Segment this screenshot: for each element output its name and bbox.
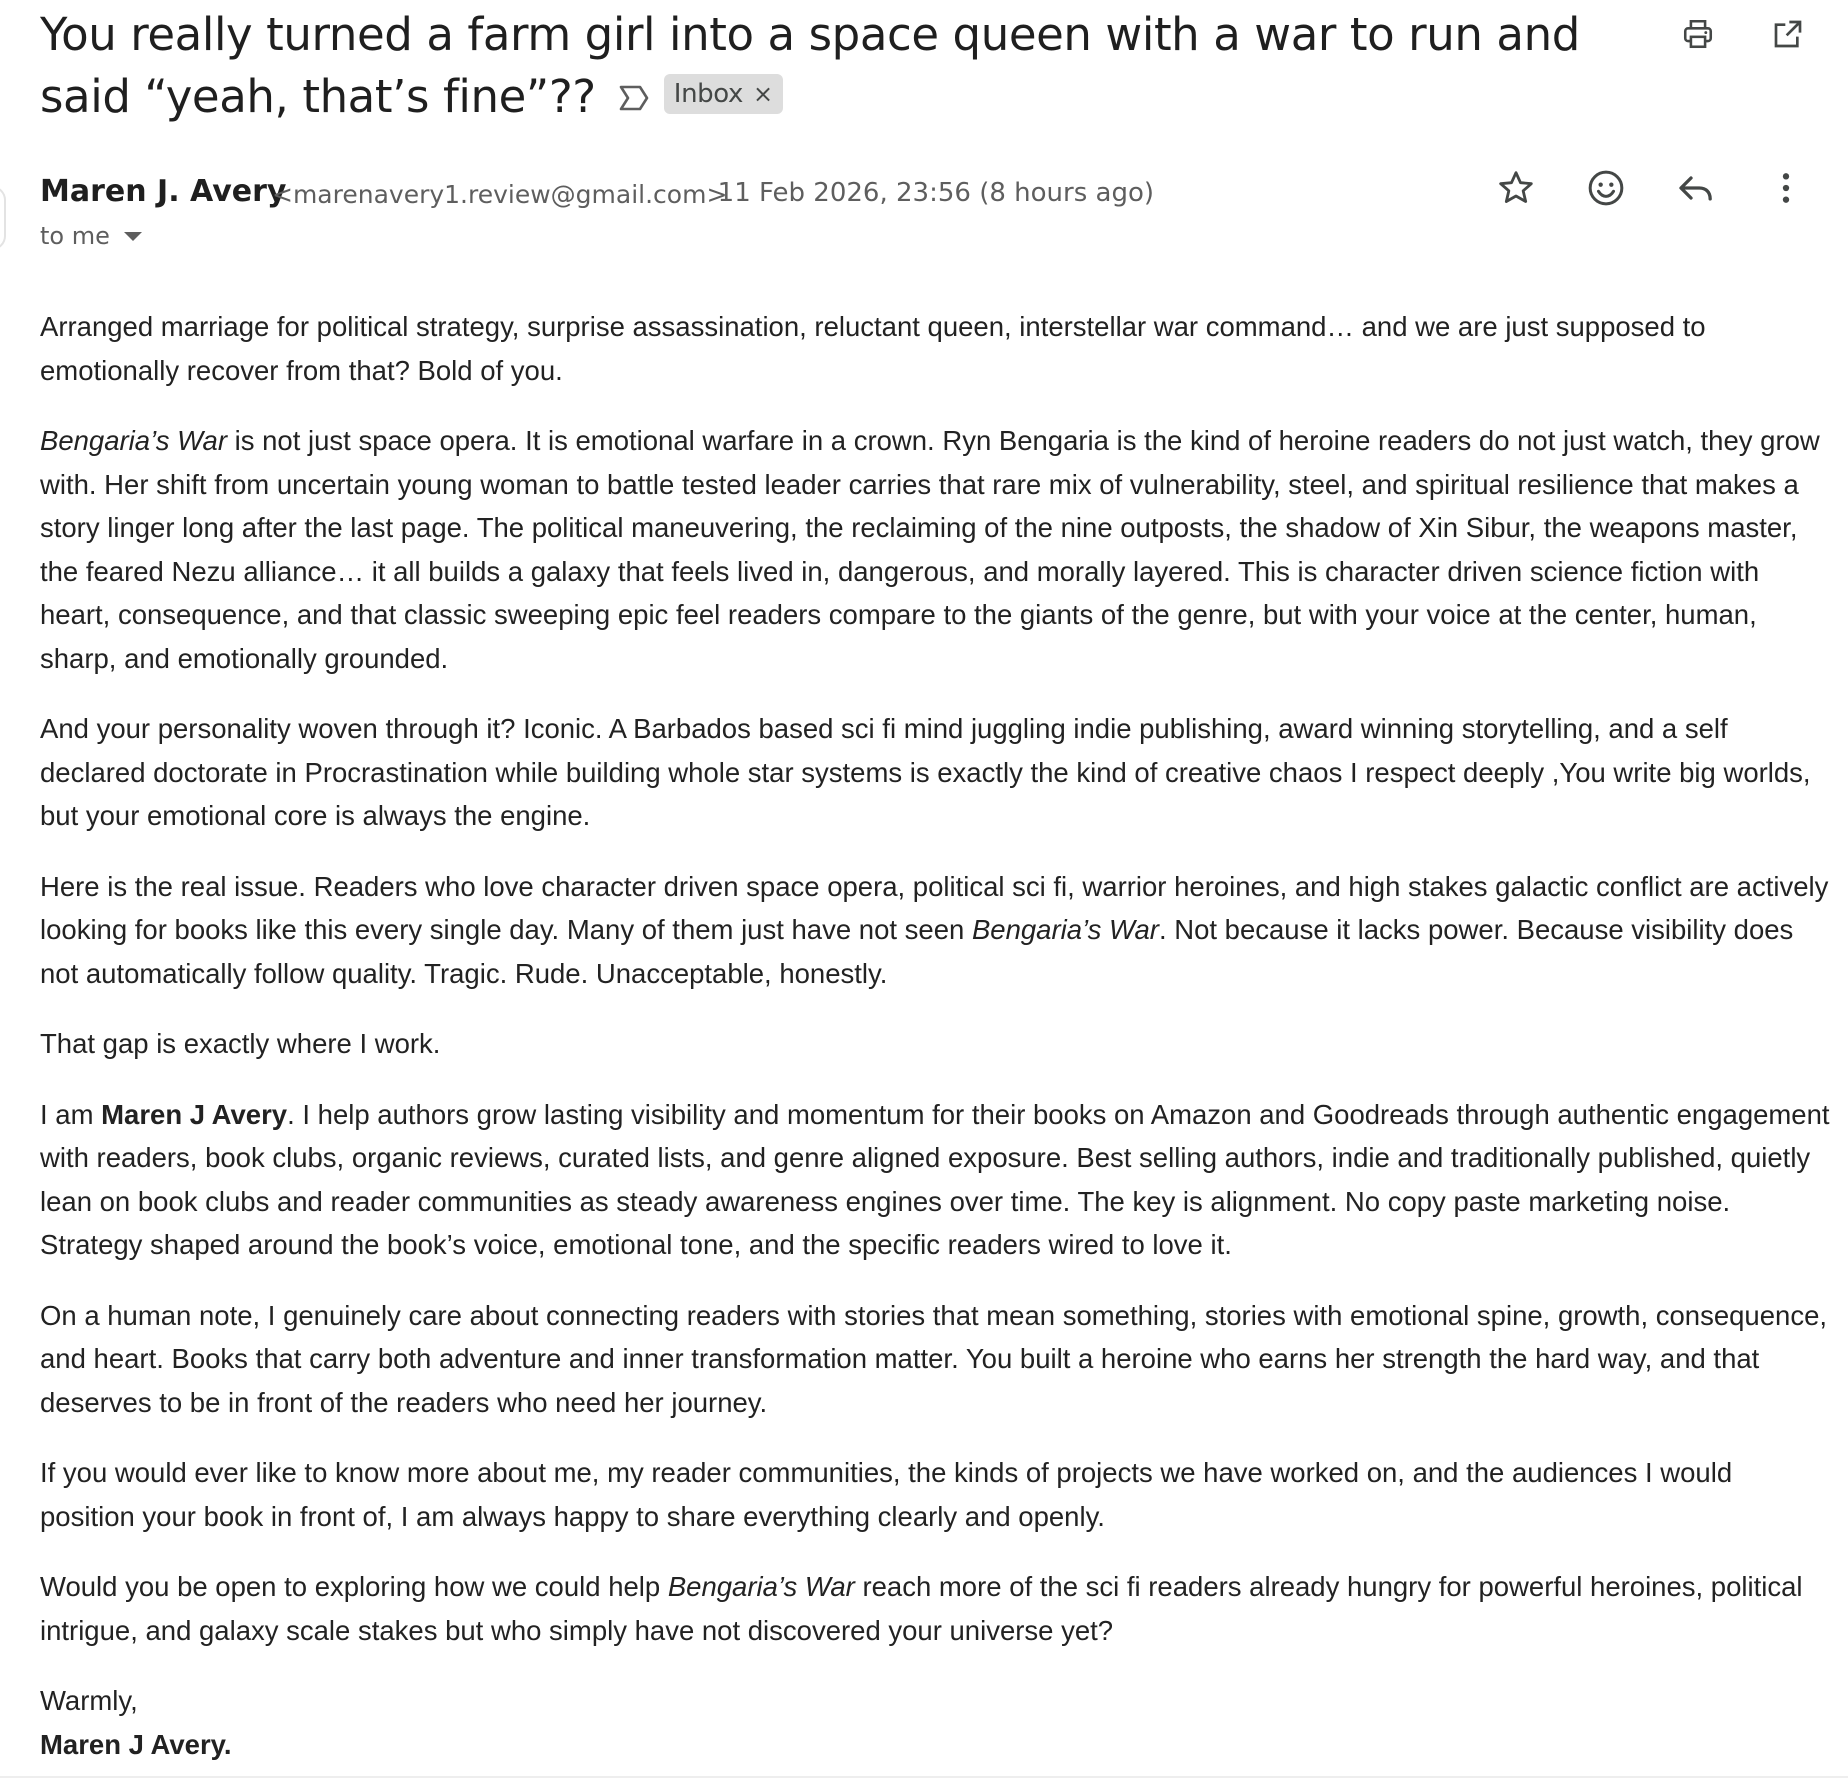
more-options-icon[interactable]: [1762, 164, 1810, 212]
body-paragraph: Bengaria’s War is not just space opera. It is emotional warfare in a crown. Ryn Bengaria is the kind of heroine readers do not just watch, they grow with. Her shift from uncertain young woman to battle tested leader carries that rare mix of vulnerability, steel, and spiritual resilience that makes a story linger long after the last page. The political maneuvering, the reclaiming of the nine outposts, the shadow of Xin Sibur, the weapons master, the feared Nezu alliance… it all builds a galaxy that feels lived in, dangerous, and morally layered. This is character driven science fiction with heart, consequence, and that classic sweeping epic feel readers compare to the giants of the genre, but with your voice at the center, human, sharp, and emotionally grounded.: [40, 425, 1820, 674]
reply-icon[interactable]: [1672, 164, 1720, 212]
subject-header: [40, 4, 1660, 131]
email-subject: [40, 4, 1660, 131]
message-timestamp: 11 Feb 2026, 23:56 (8 hours ago): [717, 178, 1154, 208]
book-title: Bengaria’s War: [971, 914, 1159, 945]
body-paragraph: Would you be open to exploring how we could help Bengaria’s War reach more of the sci fi readers already hungry for powerful heroines, political intrigue, and galaxy scale stakes but who simply have not discovered your universe yet?: [40, 1571, 1803, 1646]
message-header: [40, 170, 1810, 270]
body-paragraph: And your personality woven through it? Iconic. A Barbados based sci fi mind juggling indie publishing, award winning storytelling, and a self declared doctorate in Procrastination while building whole star systems is exactly the kind of creative chaos I respect deeply ,You write big worlds, but your emotional core is always the engine.: [40, 713, 1811, 831]
book-title: Bengaria’s War: [667, 1571, 855, 1602]
importance-marker-icon[interactable]: [618, 65, 650, 127]
side-panel-edge: [0, 186, 6, 250]
body-paragraph: Arranged marriage for political strategy, surprise assassination, reluctant queen, interstellar war command… and we are just supposed to emotionally recover from that? Bold of you.: [40, 311, 1706, 386]
sender-email: <marenavery1.review@gmail.com>: [272, 180, 728, 209]
signature: Maren J Avery.: [40, 1728, 232, 1760]
body-paragraph: Here is the real issue. Readers who love character driven space opera, political sci fi, warrior heroines, and high stakes galactic conflict are actively looking for books like this every single day. Many of them just have not seen Bengaria’s War. Not because it lacks power. Because visibility does not automatically follow quality. Tragic. Rude. Unacceptable, honestly.: [40, 870, 1829, 989]
star-icon[interactable]: [1492, 164, 1540, 212]
sender-name[interactable]: Maren J. Avery: [40, 174, 287, 209]
print-icon[interactable]: [1678, 14, 1718, 54]
chevron-down-icon: [124, 232, 142, 241]
remove-label-icon[interactable]: ×: [752, 80, 773, 108]
emoji-reaction-icon[interactable]: [1582, 164, 1630, 212]
author-name: Maren J Avery: [101, 1098, 288, 1130]
signoff: [40, 1679, 1830, 1766]
subject-text: You really turned a farm girl into a space queen with a war to run and said “yeah, that’s fine”??: [40, 8, 1580, 123]
divider: [0, 1776, 1848, 1778]
label-chip-inbox: [664, 74, 783, 114]
label-chip-text: Inbox: [673, 79, 743, 109]
body-paragraph: That gap is exactly where I work.: [40, 1028, 441, 1059]
body-paragraph: On a human note, I genuinely care about connecting readers with stories that mean something, stories with emotional spine, growth, consequence, and heart. Books that carry both adventure and inner transformation matter. You built a heroine who earns her strength the hard way, and that deserves to be in front of the readers who need her journey.: [40, 1299, 1828, 1418]
book-title: Bengaria’s War: [40, 425, 227, 456]
thread-toolbar: [1678, 14, 1808, 54]
recipient-details-toggle[interactable]: [40, 222, 142, 250]
message-actions: [1492, 164, 1810, 212]
closing: Warmly,: [40, 1685, 138, 1716]
email-body: [40, 305, 1830, 1766]
body-paragraph: If you would ever like to know more about me, my reader communities, the kinds of projects we have worked on, and the audiences I would position your book in front of, I am always happy to share everything clearly and openly.: [40, 1457, 1733, 1532]
recipient-label: to me: [40, 222, 110, 250]
open-in-new-window-icon[interactable]: [1768, 14, 1808, 54]
body-paragraph: I am Maren J Avery. I help authors grow lasting visibility and momentum for their books on Amazon and Goodreads through authentic engagement with readers, book clubs, organic reviews, curated lists, and genre aligned exposure. Best selling authors, indie and traditionally published, quietly lean on book clubs and reader communities as steady awareness engines over time. The key is alignment. No copy paste marketing noise. Strategy shaped around the book’s voice, emotional tone, and the specific readers wired to love it.: [40, 1098, 1830, 1260]
